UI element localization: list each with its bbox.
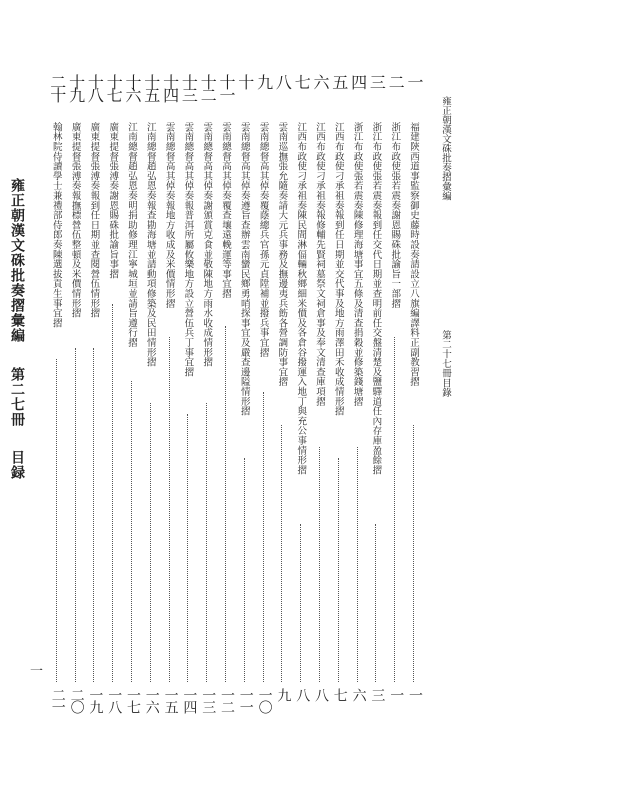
entry-page-number: 二〇 bbox=[68, 688, 85, 712]
entry-leader-dots bbox=[93, 348, 95, 682]
entry-page-number: 九 bbox=[275, 688, 292, 700]
entry-number: 十四 bbox=[160, 74, 180, 100]
entry-leader-dots bbox=[357, 447, 359, 682]
entry-leader-dots bbox=[56, 359, 58, 682]
entry-number: 八 bbox=[273, 74, 293, 87]
entry-page-number: 八 bbox=[294, 688, 311, 700]
side-book-title: 雍正朝漢文硃批奏摺彙編 bbox=[9, 178, 25, 343]
entry-title: 雲南總督高其倬奏謝頒賞克食並敬陳地方雨水收成情形摺 bbox=[201, 122, 213, 367]
entry-leader-dots bbox=[150, 403, 152, 682]
entry-leader-dots bbox=[300, 524, 302, 682]
entry-leader-dots bbox=[413, 425, 415, 682]
entry-page-number: 一〇 bbox=[256, 688, 273, 712]
entry-number: 十三 bbox=[179, 74, 199, 100]
entry-leader-dots bbox=[244, 458, 246, 682]
entry-title: 廣東提督張溥奏謝恩賜硃批諭旨事摺 bbox=[107, 122, 119, 279]
page-header-volume: 第二十七冊 bbox=[440, 330, 451, 378]
entry-title: 廣東提督張溥奏報到任日期並查閱營伍情形摺 bbox=[88, 122, 100, 318]
entry-title: 江西布政使刁承祖奏報修輔先賢祠墓祭文祠倉事及奉文清查庫項摺 bbox=[314, 122, 325, 407]
entry-title: 福建陝西道事監察御史藤時設奏請設立八旗編譯料正副教習摺 bbox=[408, 122, 419, 387]
side-volume: 第二七冊 bbox=[9, 367, 25, 427]
entry-page-number: 一一 bbox=[237, 688, 254, 712]
entry-page-number: 二一 bbox=[49, 688, 66, 712]
entry-page-number: 一三 bbox=[200, 688, 217, 712]
entry-title: 雲南總督高其倬奏覆查壤遠輓運等事宜摺 bbox=[220, 122, 231, 299]
entry-number: 十二 bbox=[198, 74, 218, 100]
entry-page-number: 八 bbox=[313, 688, 329, 700]
entry-number: 九 bbox=[254, 74, 274, 87]
entry-leader-dots bbox=[187, 414, 189, 682]
entry-number: 五 bbox=[329, 74, 349, 87]
entry-number: 二十 bbox=[47, 74, 67, 100]
entry-leader-dots bbox=[281, 425, 283, 682]
entry-number: 十七 bbox=[104, 74, 124, 100]
entry-title: 雲南巡撫張允隨奏請大元兵事務及撫邊夷兵飭各營調防事宜摺 bbox=[276, 122, 288, 387]
entry-title: 江南總督趙弘恩奏明捐助修理江寧城垣並請旨遵行摺 bbox=[126, 122, 137, 348]
entry-page-number: 一五 bbox=[162, 688, 179, 712]
entry-number: 十六 bbox=[123, 74, 142, 100]
entry-number: 四 bbox=[348, 74, 368, 87]
entry-number: 一 bbox=[405, 74, 424, 87]
entry-title: 雲南總督高其倬奏遵旨查辦雲南蠻民鄉勇哨探事宜及嚴查邊隘情形摺 bbox=[238, 122, 250, 416]
entry-page-number: 六 bbox=[350, 688, 367, 700]
entry-leader-dots bbox=[131, 381, 133, 682]
entry-leader-dots bbox=[394, 337, 396, 682]
entry-leader-dots bbox=[225, 326, 227, 682]
entry-leader-dots bbox=[263, 392, 265, 682]
entry-title: 江南總督趙弘恩奏報查勘海塘並請動項修築及民田情形摺 bbox=[144, 122, 156, 367]
entry-title: 雲南總督高其倬奏報地方收成及米價情形摺 bbox=[163, 122, 175, 309]
entry-page-number: 一九 bbox=[87, 688, 104, 712]
entry-title: 江西布政使刁承祖奏報到任日期並交代事及地方雨澤田禾收成情形摺 bbox=[332, 122, 344, 416]
entry-leader-dots bbox=[375, 524, 377, 682]
entry-title: 江西布政使刁承祖奏陳民間淋偪輛秋鄉細米價及各倉谷撥運入地丁與充公事情形摺 bbox=[295, 122, 307, 475]
entry-number: 十 bbox=[235, 74, 255, 87]
entry-leader-dots bbox=[75, 348, 77, 682]
entry-page-number: 一 bbox=[407, 688, 423, 700]
entry-leader-dots bbox=[112, 304, 114, 682]
entry-title: 雲南總督高其倬奏報普洱所屬攸樂地方設立營伍兵丁事宜摺 bbox=[182, 122, 194, 377]
entry-page-number: 三 bbox=[369, 688, 386, 700]
entry-page-number: 一 bbox=[388, 688, 405, 700]
entry-page-number: 一四 bbox=[181, 688, 198, 712]
page-header-book-title: 雍正朝漢文硃批奏摺彙編 bbox=[440, 96, 451, 201]
page-header-section: 目錄 bbox=[440, 378, 451, 397]
entry-title: 浙江布政使張若震奏謝恩賜硃批諭旨一部摺 bbox=[389, 122, 401, 309]
entry-page-number: 一七 bbox=[125, 688, 141, 712]
entry-page-number: 七 bbox=[331, 688, 348, 700]
entry-number: 十一 bbox=[217, 74, 236, 100]
entry-title: 浙江布政使張若震奏陳修理海塘事宜五條及清查捐穀並修築錢塘摺 bbox=[351, 122, 363, 407]
entry-number: 十五 bbox=[141, 74, 161, 100]
entry-title: 廣東提督張溥奏報撫標營伍整頓及米價情形摺 bbox=[69, 122, 81, 318]
entry-page-number: 一六 bbox=[143, 688, 160, 712]
entry-number: 二 bbox=[386, 74, 406, 87]
entry-page-number: 一八 bbox=[106, 688, 123, 712]
entry-number: 三 bbox=[367, 74, 387, 87]
entry-number: 七 bbox=[292, 74, 312, 87]
folio-number: 一 bbox=[30, 664, 44, 679]
side-section: 目録 bbox=[9, 450, 25, 480]
entry-title: 翰林院侍讀學士兼禮部侍郎奏陳選拔貢生事宜摺 bbox=[50, 122, 62, 328]
entry-number: 十八 bbox=[85, 74, 105, 100]
entry-number: 十九 bbox=[66, 74, 86, 100]
entry-page-number: 一二 bbox=[219, 688, 235, 712]
entry-title: 浙江布政使張若震奏報到任交代日期並查明前任交盤清楚及鹽驛道任內存庫盈餘摺 bbox=[370, 122, 382, 475]
entry-leader-dots bbox=[319, 447, 321, 682]
entry-leader-dots bbox=[206, 403, 208, 682]
entry-number: 六 bbox=[311, 74, 330, 87]
entry-leader-dots bbox=[338, 458, 340, 682]
entry-leader-dots bbox=[169, 337, 171, 682]
entry-title: 雲南總督高其倬奏覆蔭總兵官孫元貞陞補並撥兵事宜摺 bbox=[257, 122, 269, 358]
